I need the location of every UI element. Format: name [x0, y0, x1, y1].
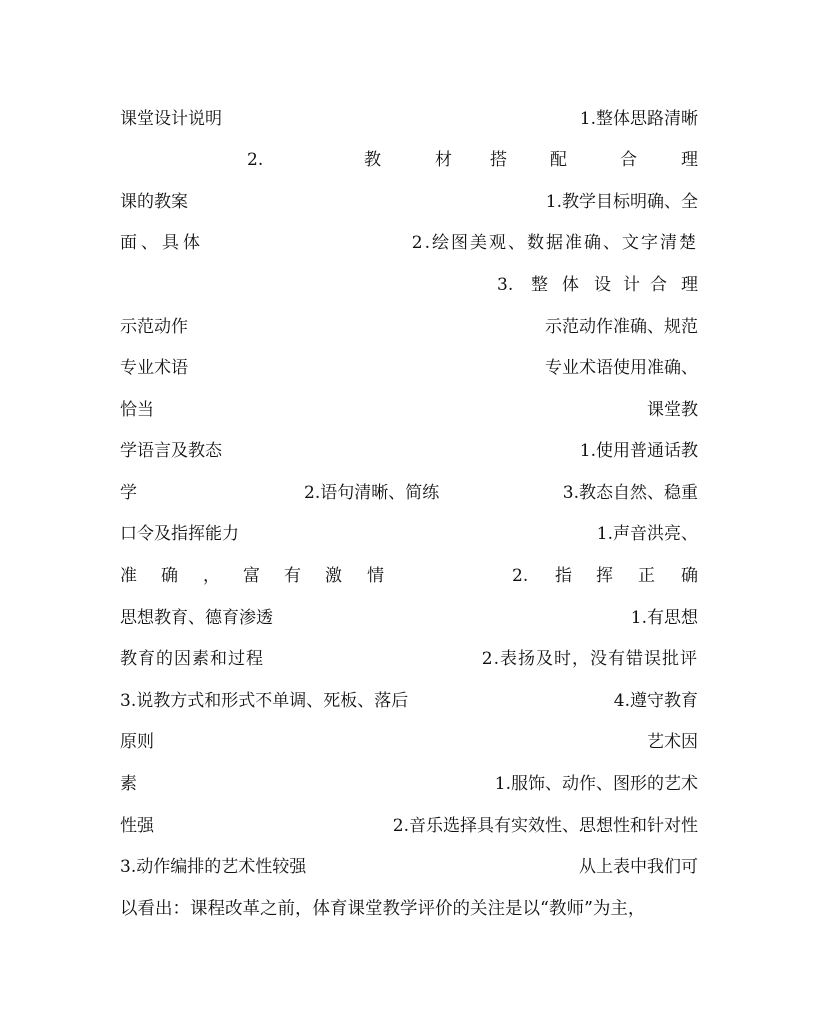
text-line — [120, 772, 698, 796]
text-segment: 教育的因素和过程 — [120, 649, 264, 669]
text-segment: 4.遵守教育 — [613, 691, 698, 711]
text-segment: 课的教案 — [120, 192, 188, 212]
text-segment: 2.绘图美观、数据准确、文字清楚 — [411, 233, 698, 253]
text-line — [120, 730, 698, 754]
text-char: 情 — [367, 566, 384, 586]
text-line — [120, 522, 698, 546]
text-char: 准 — [120, 566, 137, 586]
text-segment: 性强 — [120, 816, 154, 836]
text-char: 设 — [594, 275, 611, 295]
text-segment: 1.有思想 — [630, 608, 698, 628]
text-char: 指 — [555, 566, 572, 586]
text-segment: 3. — [497, 275, 514, 295]
text-line — [120, 814, 698, 838]
text-line — [120, 107, 698, 131]
text-char: 有 — [284, 566, 301, 586]
text-line — [120, 481, 698, 505]
text-segment: 思想教育、德育渗透 — [120, 608, 273, 628]
text-char: 搭 — [490, 150, 507, 170]
text-char: ， — [203, 566, 220, 586]
text-segment: 课堂教 — [647, 400, 698, 420]
text-segment: 1.教学目标明确、全 — [545, 192, 698, 212]
text-line — [120, 315, 698, 339]
text-line — [120, 356, 698, 380]
text-segment: 1.声音洪亮、 — [596, 524, 698, 544]
text-segment: 3.教态自然、稳重 — [562, 483, 698, 503]
text-char: 合 — [620, 150, 637, 170]
text-char: 激 — [325, 566, 342, 586]
text-segment: 从上表中我们可 — [579, 857, 698, 877]
text-char: 确 — [161, 566, 178, 586]
text-segment: 1.使用普通话教 — [579, 441, 698, 461]
text-segment: 学 — [120, 483, 137, 503]
text-segment: 面、具体 — [120, 233, 204, 253]
text-line — [120, 190, 698, 214]
text-segment: 专业术语 — [120, 358, 188, 378]
text-line — [120, 273, 698, 297]
text-line — [120, 855, 698, 879]
text-segment: 2. — [247, 150, 264, 170]
text-segment: 艺术因 — [647, 732, 698, 752]
text-segment: 3.说教方式和形式不单调、死板、落后 — [120, 691, 409, 711]
text-line — [120, 148, 698, 172]
text-segment: 原则 — [120, 732, 154, 752]
text-segment: 以看出：课程改革之前，体育课堂教学评价的关注是以“教师”为主， — [120, 899, 646, 919]
text-line — [120, 897, 698, 921]
text-char: 挥 — [596, 566, 613, 586]
text-char: 正 — [638, 566, 655, 586]
text-char: 计 — [623, 275, 640, 295]
text-segment: 素 — [120, 774, 137, 794]
text-segment: 3.动作编排的艺术性较强 — [120, 857, 307, 877]
text-segment: 1.服饰、动作、图形的艺术 — [494, 774, 698, 794]
text-segment: 示范动作准确、规范 — [545, 317, 698, 337]
text-line — [120, 231, 698, 255]
text-char: 材 — [435, 150, 452, 170]
text-segment: 2.表扬及时，没有错误批评 — [481, 649, 698, 669]
text-char: 理 — [681, 150, 698, 170]
text-char: 理 — [681, 275, 698, 295]
text-char: 体 — [562, 275, 579, 295]
text-segment: 2. — [512, 566, 529, 586]
text-char: 富 — [243, 566, 260, 586]
text-segment: 口令及指挥能力 — [120, 524, 239, 544]
text-char: 教 — [364, 150, 381, 170]
text-segment: 课堂设计说明 — [120, 109, 222, 129]
text-line — [120, 398, 698, 422]
text-segment: 1.整体思路清晰 — [579, 109, 698, 129]
text-char: 配 — [550, 150, 567, 170]
text-segment: 恰当 — [120, 400, 154, 420]
text-segment: 示范动作 — [120, 317, 188, 337]
text-segment: 2.音乐选择具有实效性、思想性和针对性 — [392, 816, 698, 836]
text-line — [120, 689, 698, 713]
text-char: 整 — [531, 275, 548, 295]
text-segment: 学语言及教态 — [120, 441, 222, 461]
text-line — [120, 439, 698, 463]
text-segment: 2.语句清晰、简练 — [304, 483, 440, 503]
text-char: 合 — [650, 275, 667, 295]
text-line — [120, 606, 698, 630]
text-line — [120, 564, 698, 588]
text-line — [120, 647, 698, 671]
text-segment: 专业术语使用准确、 — [545, 358, 698, 378]
text-char: 确 — [681, 566, 698, 586]
